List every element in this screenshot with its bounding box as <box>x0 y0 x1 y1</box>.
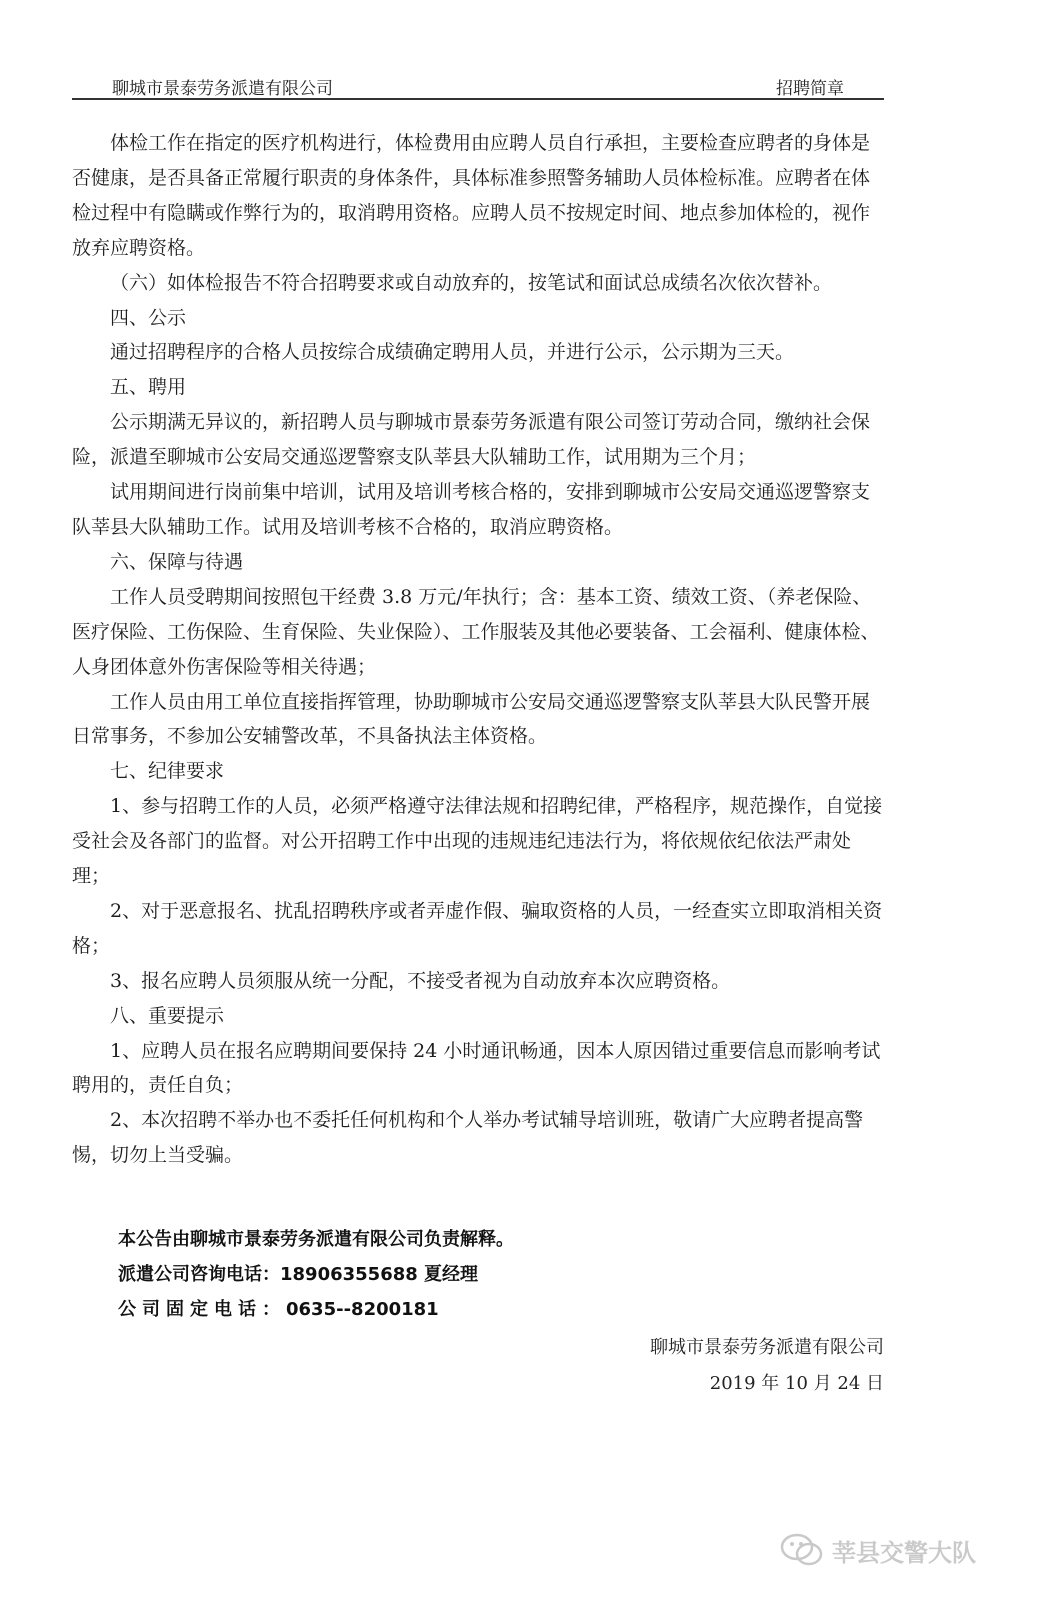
paragraph: 公示期满无异议的，新招聘人员与聊城市景泰劳务派遣有限公司签订劳动合同，缴纳社会保险，派遣至聊城市公安局交通巡逻警察支队莘县大队辅助工作，试用期为三个月； <box>72 411 871 469</box>
paragraph: 1、应聘人员在报名应聘期间要保持 24 小时通讯畅通，因本人原因错过重要信息而影响考试聘用的，责任自负； <box>72 1039 881 1097</box>
consult-phone-label: 派遣公司咨询电话： <box>118 1264 280 1285</box>
paragraph: 工作人员受聘期间按照包干经费 3.8 万元/年执行；含：基本工资、绩效工资、（养老保险、医疗保险、工伤保险、生育保险、失业保险）、工作服装及其他必要装备、工会福利、健康体检、人身团体意外伤害保险等相关待遇； <box>72 585 880 678</box>
wechat-icon <box>780 1533 824 1567</box>
signature-date: 2019 年 10 月 24 日 <box>709 1373 884 1394</box>
watermark <box>780 1530 976 1570</box>
paragraph: 工作人员由用工单位直接指挥管理，协助聊城市公安局交通巡逻警察支队莘县大队民警开展日常事务，不参加公安辅警改革，不具备执法主体资格。 <box>72 690 871 748</box>
paragraph: 1、参与招聘工作的人员，必须严格遵守法律法规和招聘纪律，严格程序，规范操作，自觉接受社会及各部门的监督。对公开招聘工作中出现的违规违纪违法行为，将依规依纪依法严肃处理； <box>72 795 883 888</box>
header-rule <box>72 98 884 100</box>
document-header <box>72 70 884 100</box>
section-heading: 八、重要提示 <box>110 1004 225 1027</box>
section-heading: 五、聘用 <box>110 376 187 399</box>
signature-block <box>650 1330 884 1402</box>
document-body <box>72 126 884 1173</box>
consult-phone-value: 18906355688 夏经理 <box>280 1264 479 1285</box>
section-heading: 四、公示 <box>110 306 187 329</box>
section-heading: 七、纪律要求 <box>110 760 225 783</box>
paragraph: 通过招聘程序的合格人员按综合成绩确定聘用人员，并进行公示，公示期为三天。 <box>110 341 795 364</box>
fixed-phone-line <box>118 1292 878 1327</box>
contact-block <box>118 1222 878 1327</box>
fixed-phone-label: 公司固定电话： <box>118 1299 286 1320</box>
consult-phone-line <box>118 1257 878 1292</box>
section-heading: 六、保障与待遇 <box>110 550 244 573</box>
paragraph: 体检工作在指定的医疗机构进行，体检费用由应聘人员自行承担，主要检查应聘者的身体是否健康，是否具备正常履行职责的身体条件，具体标准参照警务辅助人员体检标准。应聘者在体检过程中有隐瞒或作弊行为的，取消聘用资格。应聘人员不按规定时间、地点参加体检的，视作放弃应聘资格。 <box>72 132 871 259</box>
paragraph: 2、对于恶意报名、扰乱招聘秩序或者弄虚作假、骗取资格的人员，一经查实立即取消相关资格； <box>72 899 883 957</box>
paragraph: 2、本次招聘不举办也不委托任何机构和个人举办考试辅导培训班，敬请广大应聘者提高警惕，切勿上当受骗。 <box>72 1109 864 1167</box>
header-company: 聊城市景泰劳务派遣有限公司 <box>112 79 333 99</box>
fixed-phone-value: 0635--8200181 <box>286 1299 439 1320</box>
paragraph: 3、报名应聘人员须服从统一分配，不接受者视为自动放弃本次应聘资格。 <box>110 969 731 992</box>
interpretation-notice: 本公告由聊城市景泰劳务派遣有限公司负责解释。 <box>118 1229 514 1250</box>
paragraph: （六）如体检报告不符合招聘要求或自动放弃的，按笔试和面试总成绩名次依次替补。 <box>110 271 833 294</box>
signature-company: 聊城市景泰劳务派遣有限公司 <box>650 1337 884 1358</box>
watermark-text: 莘县交警大队 <box>832 1538 976 1567</box>
paragraph: 试用期间进行岗前集中培训，试用及培训考核合格的，安排到聊城市公安局交通巡逻警察支队莘县大队辅助工作。试用及培训考核不合格的，取消应聘资格。 <box>72 481 871 538</box>
header-doc-type: 招聘简章 <box>776 79 844 99</box>
